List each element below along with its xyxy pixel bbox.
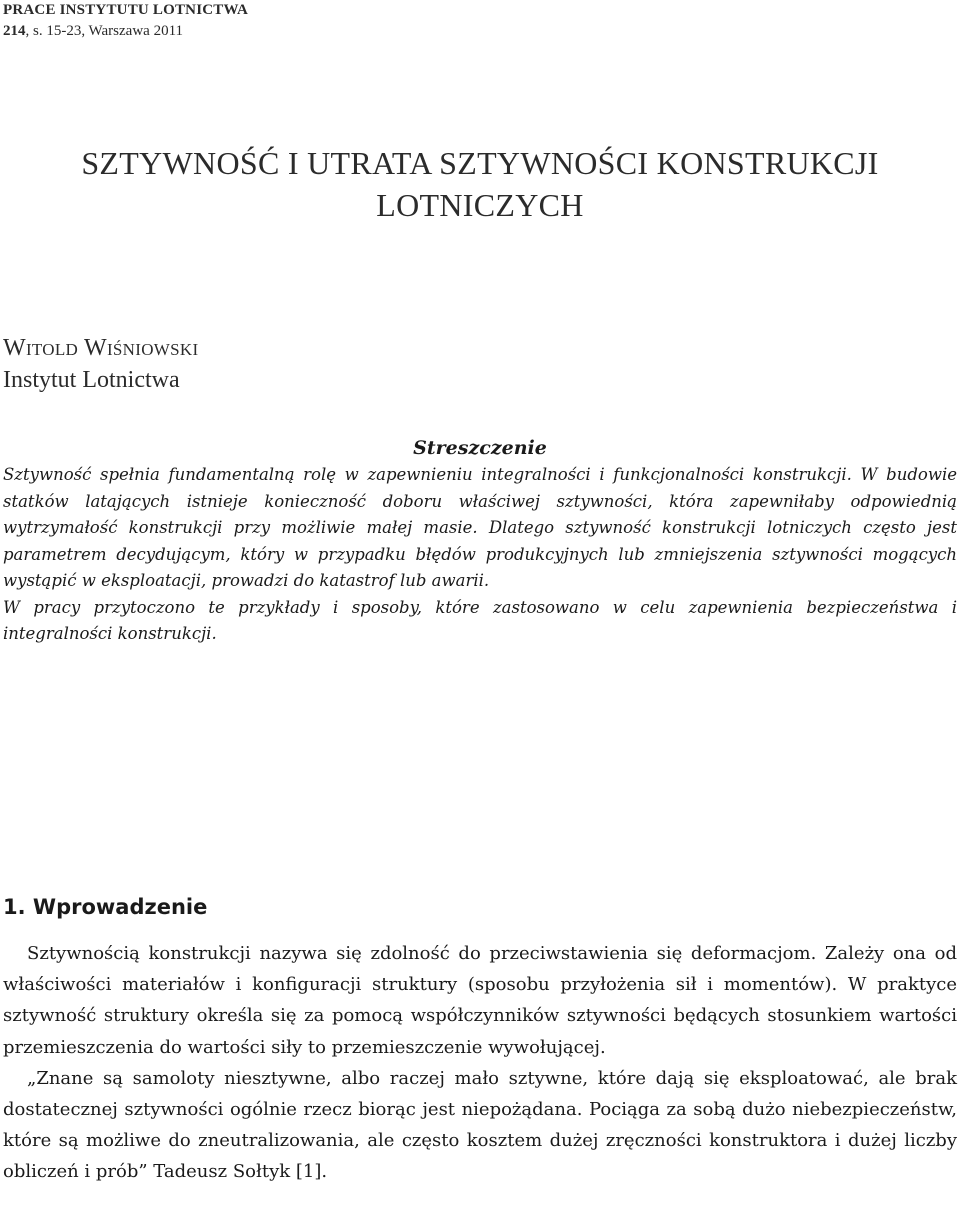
abstract — [3, 462, 957, 648]
paper-title: SZTYWNOŚĆ I UTRATA SZTYWNOŚCI KONSTRUKCJI LOTNICZYCH — [81, 145, 879, 223]
journal-volume: 214 — [3, 23, 26, 39]
abstract-paragraph: Sztywność spełnia fundamentalną rolę w zapewnieniu integralności i funkcjonalności konstrukcji. W budowie statków latających istnieje konieczność doboru właściwej sztywności, która zapewniłaby odpowiednią wytrzymałość konstrukcji przy możliwie małej masie. Dlatego sztywność konstrukcji lotniczych często jest parametrem decydującym, który w przypadku błędów produkcyjnych lub zmniejszenia sztywności mogących wystąpić w eksploatacji, prowadzi do katastrof lub awarii. — [3, 465, 957, 590]
journal-citation-rest: , s. 15-23, Warszawa 2011 — [25, 23, 184, 39]
section-body — [3, 938, 957, 1188]
journal-name: PRACE INSTYTUTU LOTNICTWA — [3, 2, 249, 18]
body-paragraph: Sztywnością konstrukcji nazywa się zdolność do przeciwstawienia się deformacjom. Zależy ona od właściwości materiałów i konfiguracji struktury (sposobu przyłożenia sił i momentów). W praktyce sztywność struktury określa się za pomocą współczynników sztywności będących stosunkiem wartości przemieszczenia do wartości siły to przemieszczenie wywołującej. — [3, 943, 957, 1058]
abstract-paragraph: W pracy przytoczono te przykłady i sposoby, które zastosowano w celu zapewnienia bezpieczeństwa i integralności konstrukcji. — [3, 597, 957, 643]
journal-header — [3, 0, 248, 42]
abstract-heading: Streszczenie — [413, 437, 547, 459]
body-paragraph: „Znane są samoloty niesztywne, albo raczej mało sztywne, które dają się eksploatować, ale brak dostatecznej sztywności ogólnie rzecz biorąc jest niepożądana. Pociąga za sobą dużo niebezpieczeństw, które są możliwe do zneutralizowania, ale często kosztem dużej zręczności konstruktora i dużej liczby obliczeń i prób” Tadeusz Sołtyk [1]. — [3, 1067, 957, 1183]
author-affiliation: Instytut Lotnictwa — [3, 367, 180, 393]
section-heading: 1. Wprowadzenie — [3, 895, 208, 919]
author-block — [3, 333, 198, 395]
author-name: Witold Wiśniowski — [3, 335, 199, 361]
journal-citation — [3, 21, 248, 42]
